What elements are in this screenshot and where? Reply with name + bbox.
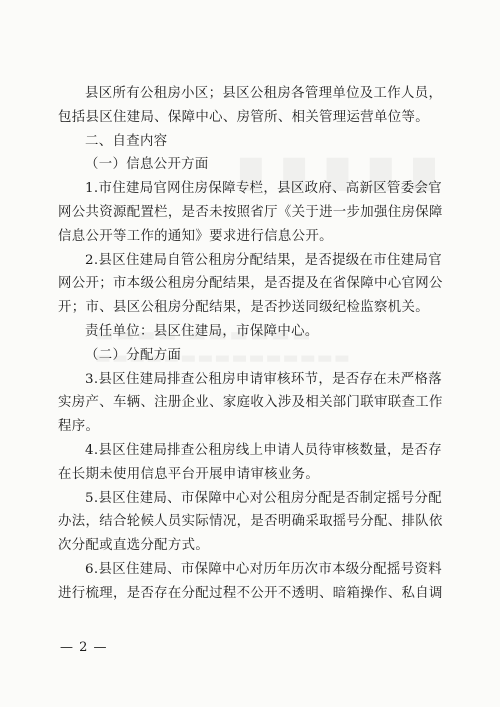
subsection-heading: （二）分配方面 — [85, 347, 182, 363]
text-line: 网公共资源配置栏，是否未按照省厅《关于进一步加强住房保障 — [58, 204, 443, 220]
document-body — [58, 86, 450, 610]
text-line: 5.县区住建局、市保障中心对公租房分配是否制定摇号分配 — [85, 490, 442, 506]
text-line: 3.县区住建局排查公租房申请审核环节，是否存在未严格落 — [85, 371, 442, 387]
text-line: 进行梳理，是否存在分配过程不公开不透明、暗箱操作、私自调 — [58, 585, 443, 601]
text-line: 县区所有公租房小区；县区公租房各管理单位及工作人员， — [85, 86, 443, 101]
text-line: 网公开；市本级公租房分配结果，是否提及在省保障中心官网公 — [58, 276, 443, 292]
text-line: 2.县区住建局自管公租房分配结果，是否提级在市住建局官 — [85, 252, 442, 268]
text-line: 开；市、县区公租房分配结果，是否抄送同级纪检监察机关。 — [58, 300, 429, 316]
text-line: 1.市住建局官网住房保障专栏，县区政府、高新区管委会官 — [85, 181, 442, 197]
section-heading: 二、自查内容 — [85, 133, 168, 149]
responsible-unit-line: 责任单位：县区住建局，市保障中心。 — [85, 323, 319, 339]
text-line: 在长期未使用信息平台开展申请审核业务。 — [58, 466, 320, 482]
text-line: 信息公开等工作的通知》要求进行信息公开。 — [58, 228, 333, 244]
text-line: 4.县区住建局排查公租房线上申请人员待审核数量，是否存 — [85, 442, 442, 458]
text-line: 包括县区住建局、保障中心、房管所、相关管理运营单位等。 — [58, 109, 429, 125]
text-line: 实房产、车辆、注册企业、家庭收入涉及相关部门联审联查工作 — [58, 395, 443, 411]
text-line: 程序。 — [58, 419, 100, 435]
text-line: 办法，结合轮候人员实际情况，是否明确采取摇号分配、排队依 — [58, 514, 443, 530]
text-line: 6.县区住建局、市保障中心对历年历次市本级分配摇号资料 — [85, 561, 442, 577]
text-line: 次分配或直选分配方式。 — [58, 538, 210, 554]
subsection-heading: （一）信息公开方面 — [85, 157, 209, 173]
page-number: — 2 — — [60, 640, 108, 655]
